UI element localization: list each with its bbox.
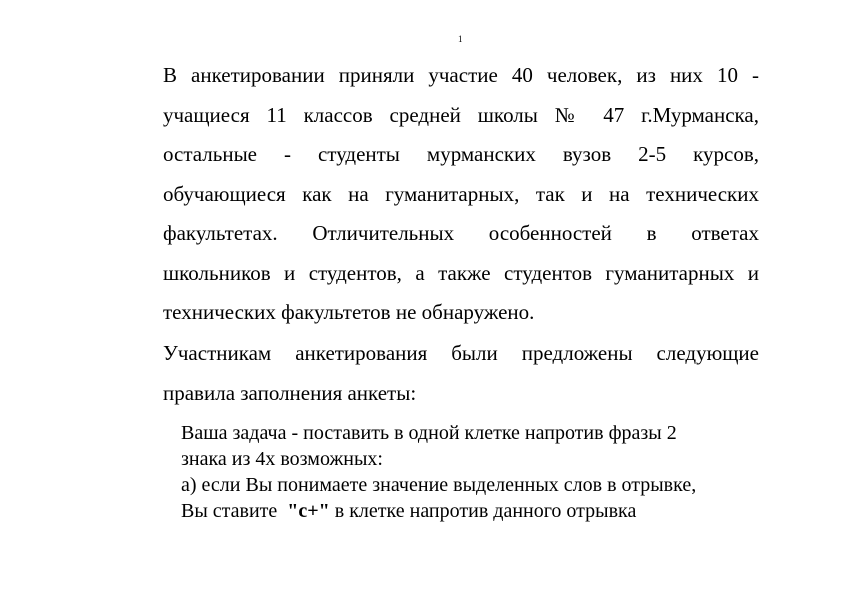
text-line: школьников и студентов, а также студентов гуманитарных и bbox=[163, 260, 759, 285]
text-line: факультетах. Отличительных особенностей в ответах bbox=[163, 221, 759, 245]
paragraph-survey-rules bbox=[163, 334, 759, 413]
text-line: остальные - студенты мурманских вузов 2-5 курсов, bbox=[163, 142, 759, 166]
page-number: 1 bbox=[458, 34, 463, 44]
instruction-line: а) если Вы понимаете значение выделенных слов в отрывке, bbox=[181, 474, 697, 496]
text-line: учащиеся 11 классов средней школы № 47 г.Мурманска, bbox=[163, 102, 759, 127]
instruction-line: знака из 4х возможных: bbox=[181, 448, 383, 470]
instructions-block bbox=[181, 420, 761, 524]
instruction-prefix: Вы ставите bbox=[181, 500, 278, 522]
text-line: правила заполнения анкеты: bbox=[163, 380, 417, 405]
instruction-suffix: в клетке напротив данного отрывка bbox=[334, 500, 637, 522]
code-c-plus: "с+" bbox=[287, 500, 330, 522]
paragraph-survey-participants bbox=[163, 56, 759, 333]
text-line: Участникам анкетирования были предложены следующие bbox=[163, 341, 759, 365]
instruction-line-with-code bbox=[181, 498, 761, 524]
text-line: технических факультетов не обнаружено. bbox=[163, 300, 535, 324]
instruction-line: Ваша задача - поставить в одной клетке напротив фразы 2 bbox=[181, 422, 677, 444]
text-line: В анкетировании приняли участие 40 человек, из них 10 - bbox=[163, 63, 759, 87]
text-line: обучающиеся как на гуманитарных, так и на технических bbox=[163, 181, 759, 206]
